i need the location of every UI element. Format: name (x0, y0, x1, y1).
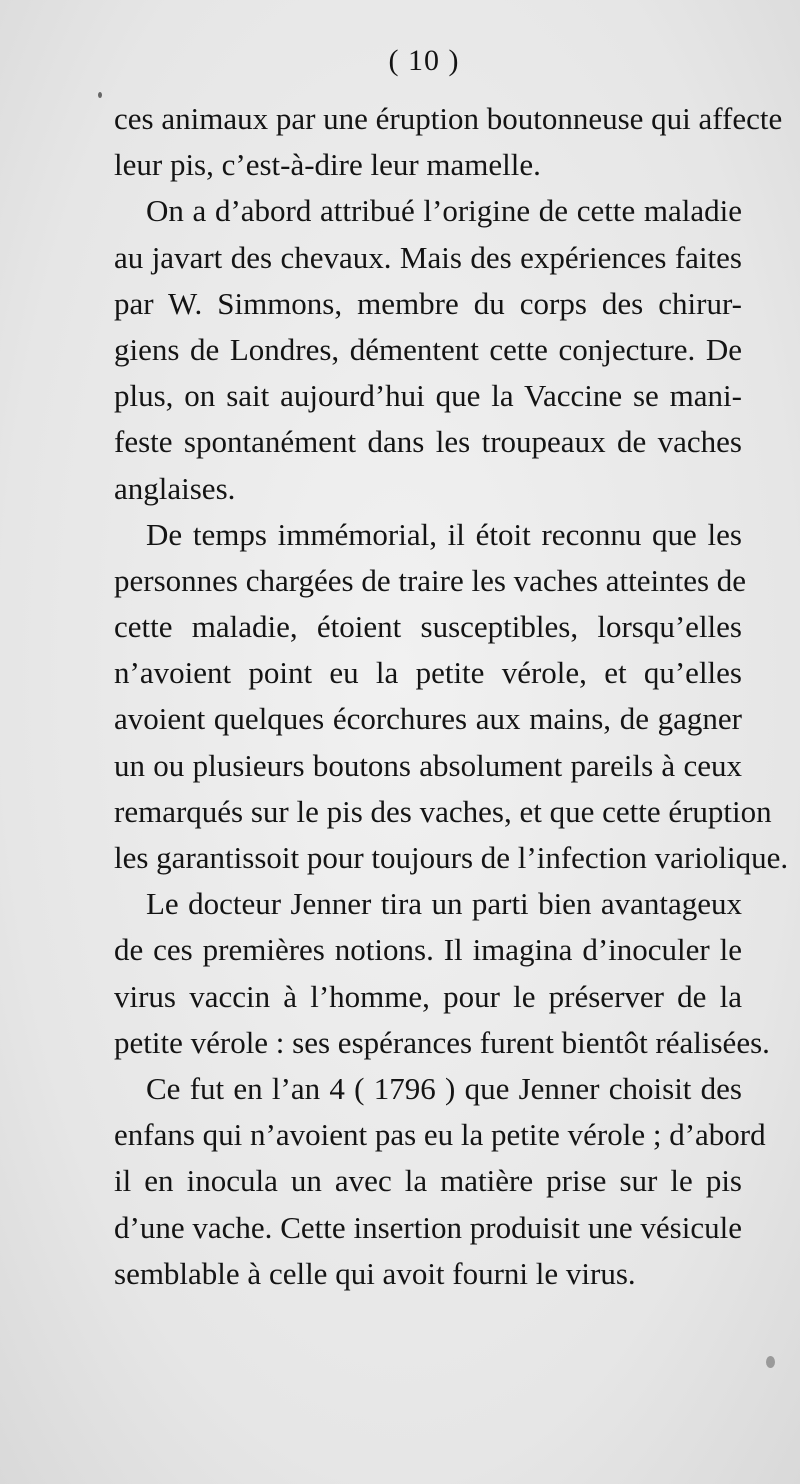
text-line: On a d’abord attribué l’origine de cette maladie (146, 193, 742, 229)
paragraph (114, 1066, 766, 1297)
text-line: feste spontanément dans les troupeaux de vaches (114, 424, 742, 460)
text-line: semblable à celle qui avoit fourni le virus. (114, 1255, 636, 1291)
paper-speck (98, 92, 102, 98)
paragraph (114, 881, 770, 1066)
text-line: de ces premières notions. Il imagina d’inoculer le (114, 932, 742, 968)
text-line: cette maladie, étoient susceptibles, lorsqu’elles (114, 609, 742, 645)
text-line: Le docteur Jenner tira un parti bien avantageux (146, 886, 742, 922)
text-line: leur pis, c’est-à-dire leur mamelle. (114, 147, 541, 183)
paragraph (114, 96, 783, 188)
paper-speck (766, 1356, 775, 1368)
text-line: anglaises. (114, 470, 236, 506)
text-line: un ou plusieurs boutons absolument pareils à ceux (114, 747, 742, 783)
text-line: au javart des chevaux. Mais des expériences faites (114, 239, 742, 275)
text-line: les garantissoit pour toujours de l’infection variolique. (114, 840, 789, 875)
text-line: Ce fut en l’an 4 ( 1796 ) que Jenner choisit des (146, 1070, 742, 1106)
text-line: il en inocula un avec la matière prise sur le pis (114, 1163, 742, 1199)
text-line: plus, on sait aujourd’hui que la Vaccine se mani- (114, 378, 742, 414)
text-line: n’avoient point eu la petite vérole, et qu’elles (114, 655, 742, 691)
text-line: giens de Londres, démentent cette conjecture. De (114, 331, 742, 367)
page-text (114, 96, 789, 1297)
text-line: remarqués sur le pis des vaches, et que cette éruption (114, 793, 772, 829)
text-line: par W. Simmons, membre du corps des chirur- (114, 285, 742, 321)
page-number: ( 10 ) (388, 44, 460, 77)
paragraph (114, 512, 789, 882)
text-line: petite vérole : ses espérances furent bientôt réalisées. (114, 1024, 770, 1060)
text-line: avoient quelques écorchures aux mains, de gagner (114, 701, 742, 737)
text-line: virus vaccin à l’homme, pour le préserver de la (114, 978, 742, 1014)
text-line: enfans qui n’avoient pas eu la petite vérole ; d’abord (114, 1117, 766, 1153)
text-line: personnes chargées de traire les vaches atteintes de (114, 562, 747, 598)
text-line: De temps immémorial, il étoit reconnu que les (146, 516, 742, 552)
text-line: ces animaux par une éruption boutonneuse qui affecte (114, 101, 783, 136)
paragraph (114, 188, 742, 511)
text-line: d’une vache. Cette insertion produisit une vésicule (114, 1209, 742, 1245)
